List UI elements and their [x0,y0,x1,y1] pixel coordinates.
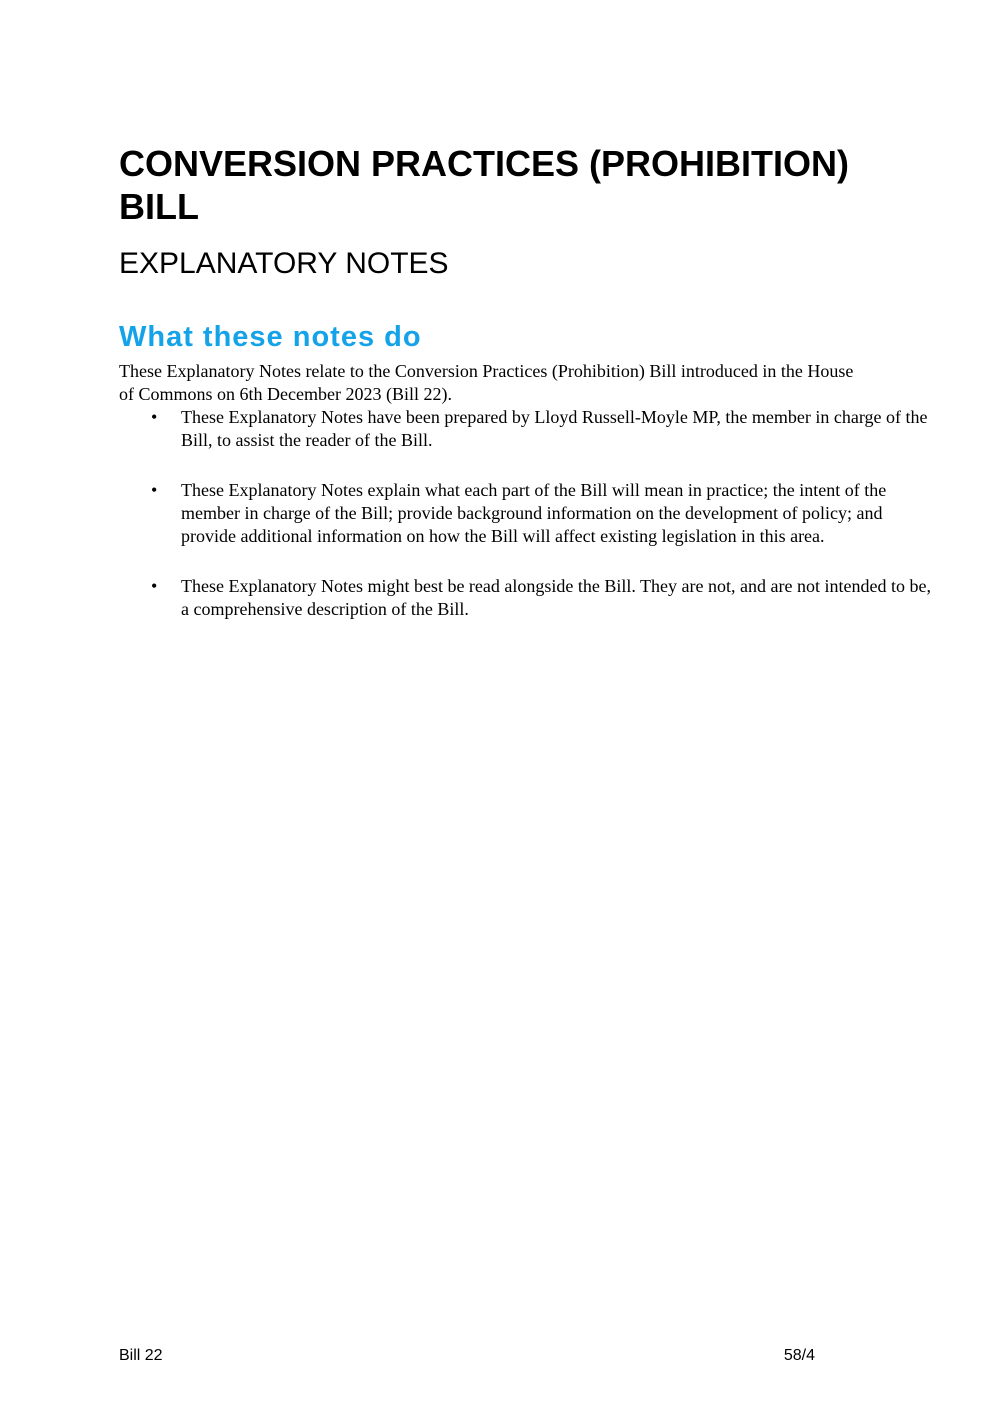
page-footer [119,1346,815,1366]
bullet-item [151,406,933,452]
bullet-item-text: These Explanatory Notes have been prepared by Lloyd Russell-Moyle MP, the member in charge of the Bill, to assist the reader of the Bill. [181,407,928,450]
section-heading: What these notes do [119,321,422,353]
bullet-marker-icon: • [151,576,158,596]
bullet-item-text: These Explanatory Notes explain what each part of the Bill will mean in practice; the intent of the member in charge of the Bill; provide background information on the development of policy; and provide additional information on how the Bill will affect existing legislation in this area. [181,480,887,546]
bullet-item [151,575,933,621]
footer-serial-number: 58/4 [783,1347,815,1364]
document-title: CONVERSION PRACTICES (PROHIBITION) BILL [119,143,850,228]
footer-bill-number: Bill 22 [119,1347,163,1364]
bullet-list [119,406,933,648]
bullet-marker-icon: • [151,480,158,500]
bullet-marker-icon: • [151,407,158,427]
document-subtitle: EXPLANATORY NOTES [119,246,449,280]
intro-paragraph: These Explanatory Notes relate to the Conversion Practices (Prohibition) Bill introduced in the House of Commons on 6th December 2023 (Bill 22). [119,361,854,404]
bullet-item-text: These Explanatory Notes might best be read alongside the Bill. They are not, and are not intended to be, a comprehensive description of the Bill. [181,576,931,619]
bullet-item [151,479,933,548]
